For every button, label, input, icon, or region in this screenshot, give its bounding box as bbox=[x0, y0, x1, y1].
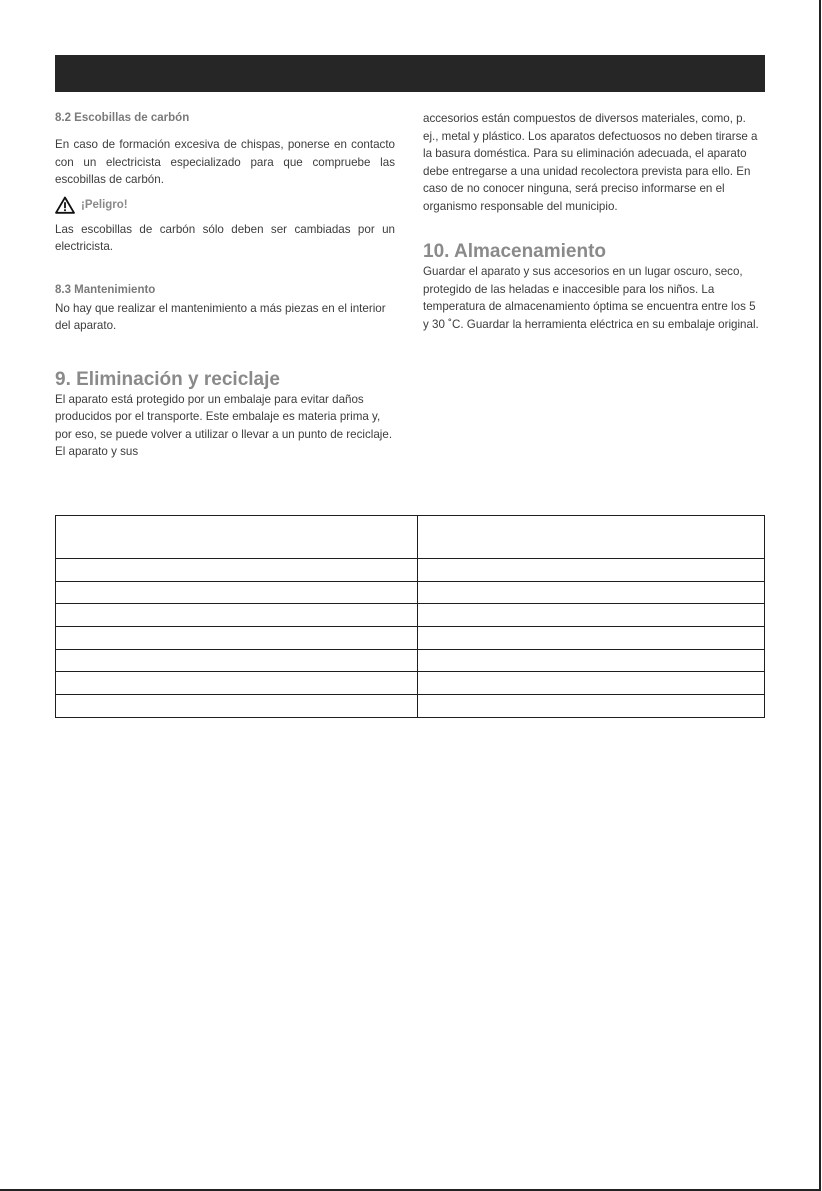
table-row bbox=[56, 649, 765, 672]
section-title-maintenance: 8.3 Mantenimiento bbox=[55, 283, 156, 296]
section-title-carbon-brushes: 8.2 Escobillas de carbón bbox=[55, 112, 190, 124]
storage-text: Guardar el aparato y sus accesorios en un lugar oscuro, seco, protegido de las heladas e inaccesible para los niños. La temperatura de almacenamiento óptima se encuentra entre los 5 y 30 ˚C. Guardar la herramienta eléctrica en su embalaje original. bbox=[423, 265, 759, 331]
table-cell bbox=[56, 516, 418, 559]
table-row bbox=[56, 672, 765, 695]
disposal-continued-text: accesorios están compuestos de diversos materiales, como, p. ej., metal y plástico. Los aparatos defectuosos no deben tirarse a la basura doméstica. Para su eliminación adecuada, el aparato debe entregarse a una unidad recolectora prevista para ello. En caso de no conocer ninguna, será preciso informarse en el organismo responsable del municipio. bbox=[423, 112, 758, 213]
table-row bbox=[56, 695, 765, 718]
table-cell bbox=[418, 672, 765, 695]
table-row bbox=[56, 559, 765, 582]
right-column bbox=[423, 110, 763, 333]
header-bar bbox=[55, 55, 765, 92]
table-cell bbox=[56, 695, 418, 718]
table-row bbox=[56, 627, 765, 650]
section-title-disposal: 9. Eliminación y reciclaje bbox=[55, 368, 280, 390]
warning-block bbox=[55, 193, 395, 217]
disposal-text: El aparato está protegido por un embalaje para evitar daños producidos por el transporte. Este embalaje es materia prima y, por eso, se puede volver a utilizar o llevar a un punto de reciclaje. El aparato y sus bbox=[55, 392, 393, 458]
table-cell bbox=[56, 559, 418, 582]
table-row bbox=[56, 604, 765, 627]
warning-text: Las escobillas de carbón sólo deben ser cambiadas por un electricista. bbox=[55, 222, 395, 253]
table-cell bbox=[418, 649, 765, 672]
table-cell bbox=[418, 604, 765, 627]
maintenance-text: No hay que realizar el mantenimiento a más piezas en el interior del aparato. bbox=[55, 301, 386, 332]
carbon-brushes-text: En caso de formación excesiva de chispas, ponerse en contacto con un electricista especializado para que compruebe las escobillas de carbón. bbox=[55, 138, 395, 186]
table-cell bbox=[56, 672, 418, 695]
table-cell bbox=[418, 627, 765, 650]
table-cell bbox=[56, 604, 418, 627]
table-cell bbox=[418, 516, 765, 559]
table-header-row bbox=[56, 516, 765, 559]
table-row bbox=[56, 581, 765, 604]
warning-label: ¡Peligro! bbox=[81, 198, 128, 211]
section-title-storage: 10. Almacenamiento bbox=[423, 241, 607, 262]
table-cell bbox=[418, 559, 765, 582]
table-cell bbox=[56, 649, 418, 672]
table-cell bbox=[56, 581, 418, 604]
warning-triangle-icon bbox=[55, 196, 75, 214]
table-cell bbox=[418, 581, 765, 604]
spec-table bbox=[55, 515, 765, 718]
left-column bbox=[55, 110, 395, 461]
table-cell bbox=[418, 695, 765, 718]
table-cell bbox=[56, 627, 418, 650]
